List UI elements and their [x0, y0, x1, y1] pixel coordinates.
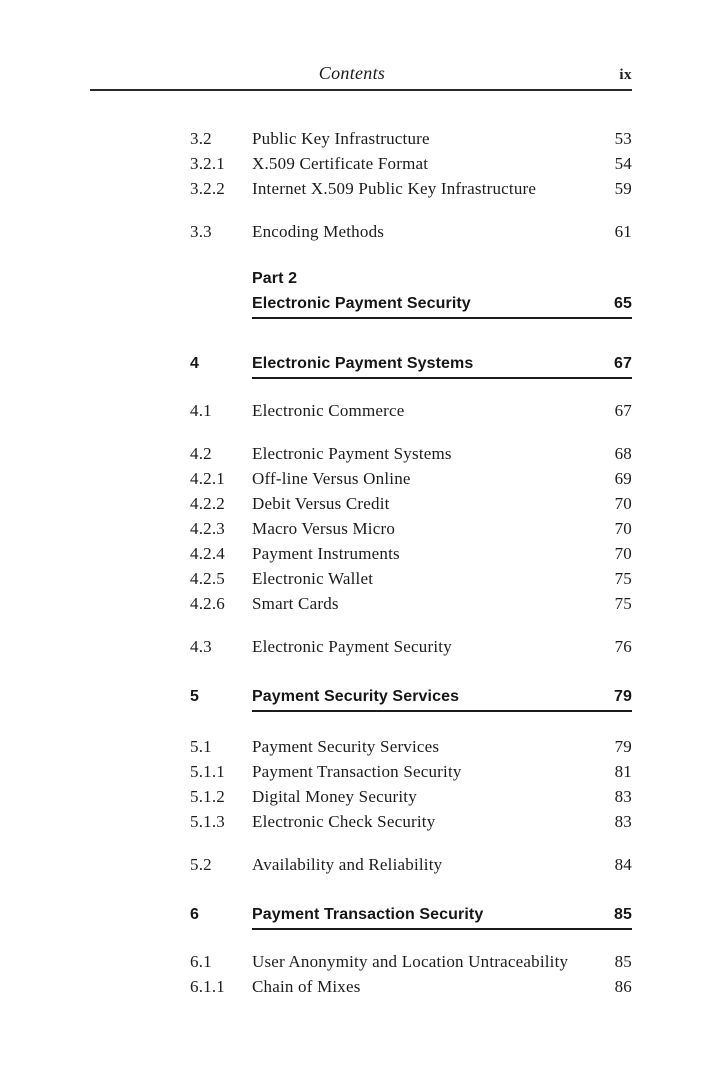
toc-entry-number: 5.1.3 — [190, 812, 225, 831]
toc-entry-page: 53 — [614, 129, 632, 148]
running-head-title: Contents — [318, 63, 386, 83]
toc-entry-page: 86 — [614, 977, 632, 996]
toc-entry-title: Debit Versus Credit — [252, 494, 390, 513]
toc-entry-body — [252, 591, 632, 616]
toc-row — [190, 398, 632, 423]
toc-row — [190, 491, 632, 516]
toc-entry-number: 4.2 — [190, 444, 212, 463]
toc-entry-page: 85 — [614, 952, 632, 971]
toc-entry-body — [252, 176, 632, 201]
toc-entry-number: 6.1.1 — [190, 977, 225, 996]
toc-entry-page: 75 — [614, 594, 632, 613]
toc-entry-title: Payment Security Services — [252, 688, 460, 705]
toc-entry-number: 4 — [190, 355, 199, 372]
toc-entry-body — [252, 491, 632, 516]
toc-entry-body — [252, 126, 632, 151]
toc-entry-body — [252, 266, 632, 291]
toc-entry-number: 5 — [190, 688, 199, 705]
toc-entry-body — [252, 351, 632, 376]
toc-entry-page: 83 — [614, 787, 632, 806]
toc-entry-title: Payment Transaction Security — [252, 906, 484, 923]
toc-entry-title: Electronic Payment Systems — [252, 355, 474, 372]
toc-entry-body — [252, 219, 632, 244]
toc-entry-page: 79 — [614, 737, 632, 756]
toc-entry-title: Macro Versus Micro — [252, 519, 396, 538]
toc-entry-body — [252, 291, 632, 316]
toc-entry-title: Chain of Mixes — [252, 977, 361, 996]
toc-entry-body — [252, 852, 632, 877]
toc-row — [190, 784, 632, 809]
toc-entry-number: 4.2.2 — [190, 494, 225, 513]
toc-entry-body — [252, 734, 632, 759]
toc-entry-page: 69 — [614, 469, 632, 488]
toc-entry-number: 5.1.2 — [190, 787, 225, 806]
toc-entry-number: 4.2.1 — [190, 469, 225, 488]
toc-entry-body — [252, 566, 632, 591]
toc-entry-title: Payment Instruments — [252, 544, 400, 563]
toc-entry-title: User Anonymity and Location Untraceability — [252, 952, 569, 971]
toc-row — [190, 516, 632, 541]
toc-entry-page: 68 — [614, 444, 632, 463]
toc-list — [190, 126, 632, 999]
toc-entry-body — [252, 516, 632, 541]
toc-entry-body — [252, 441, 632, 466]
toc-row — [190, 684, 632, 709]
toc-entry-page: 61 — [614, 222, 632, 241]
toc-row — [190, 902, 632, 927]
toc-entry-page: 54 — [614, 154, 632, 173]
toc-entry-page: 81 — [614, 762, 632, 781]
toc-entry-page: 65 — [614, 295, 632, 312]
toc-entry-page: 70 — [614, 494, 632, 513]
toc-entry-page: 83 — [614, 812, 632, 831]
toc-entry-number: 4.2.4 — [190, 544, 225, 563]
toc-entry-number: 4.2.3 — [190, 519, 225, 538]
toc-entry-title: Smart Cards — [252, 594, 339, 613]
toc-entry-body — [252, 634, 632, 659]
toc-entry-number: 3.3 — [190, 222, 212, 241]
toc-entry-body — [252, 151, 632, 176]
toc-row — [190, 291, 632, 316]
toc-entry-page: 85 — [614, 906, 632, 923]
toc-entry-page: 70 — [614, 544, 632, 563]
toc-entry-body — [252, 541, 632, 566]
toc-entry-title: Electronic Payment Systems — [252, 444, 452, 463]
toc-entry-title: Encoding Methods — [252, 222, 385, 241]
toc-entry-number — [190, 291, 252, 316]
toc-entry-page: 84 — [614, 855, 632, 874]
toc-row — [190, 734, 632, 759]
toc-entry-number: 5.2 — [190, 855, 212, 874]
toc-entry-number: 5.1.1 — [190, 762, 225, 781]
toc-entry-number: 4.2.6 — [190, 594, 225, 613]
toc-entry-body — [252, 684, 632, 709]
toc-row — [190, 266, 632, 291]
toc-row — [190, 759, 632, 784]
toc-entry-number: 4.3 — [190, 637, 212, 656]
toc-entry-title: Part 2 — [252, 270, 298, 287]
toc-entry-number: 5.1 — [190, 737, 212, 756]
toc-entry-title: Availability and Reliability — [252, 855, 443, 874]
toc-entry-page: 79 — [614, 688, 632, 705]
toc-row — [190, 151, 632, 176]
toc-entry-page: 75 — [614, 569, 632, 588]
toc-entry-page: 67 — [614, 401, 632, 420]
toc-entry-body — [252, 902, 632, 927]
toc-entry-title: Off-line Versus Online — [252, 469, 411, 488]
page-header — [90, 61, 632, 91]
toc-entry-body — [252, 784, 632, 809]
toc-entry-page: 67 — [614, 355, 632, 372]
toc-row — [190, 852, 632, 877]
page-number: ix — [619, 67, 632, 83]
toc-entry-title: Electronic Wallet — [252, 569, 374, 588]
toc-row — [190, 809, 632, 834]
toc-row — [190, 541, 632, 566]
toc-entry-body — [252, 974, 632, 999]
toc-row — [190, 219, 632, 244]
toc-entry-title: Digital Money Security — [252, 787, 417, 806]
toc-entry-title: Electronic Payment Security — [252, 637, 452, 656]
toc-entry-number: 4.2.5 — [190, 569, 225, 588]
toc-entry-page: 76 — [614, 637, 632, 656]
toc-row — [190, 591, 632, 616]
toc-entry-title: Electronic Check Security — [252, 812, 436, 831]
toc-row — [190, 351, 632, 376]
toc-entry-number: 4.1 — [190, 401, 212, 420]
toc-row — [190, 176, 632, 201]
toc-row — [190, 949, 632, 974]
toc-entry-title: Electronic Commerce — [252, 401, 405, 420]
toc-entry-number: 3.2.2 — [190, 179, 225, 198]
toc-row — [190, 441, 632, 466]
toc-entry-number: 3.2 — [190, 129, 212, 148]
toc-row — [190, 466, 632, 491]
toc-entry-body — [252, 759, 632, 784]
toc-entry-title: X.509 Certificate Format — [252, 154, 429, 173]
toc-entry-page: 59 — [614, 179, 632, 198]
toc-entry-title: Payment Security Services — [252, 737, 440, 756]
toc-entry-title: Payment Transaction Security — [252, 762, 462, 781]
toc-entry-body — [252, 809, 632, 834]
toc-row — [190, 566, 632, 591]
toc-entry-body — [252, 949, 632, 974]
toc-entry-title: Public Key Infrastructure — [252, 129, 430, 148]
toc-row — [190, 974, 632, 999]
toc-row — [190, 634, 632, 659]
toc-entry-number — [190, 266, 252, 291]
toc-entry-body — [252, 466, 632, 491]
toc-entry-title: Internet X.509 Public Key Infrastructure — [252, 179, 537, 198]
toc-entry-title: Electronic Payment Security — [252, 295, 471, 312]
toc-entry-page: 70 — [614, 519, 632, 538]
toc-entry-number: 6 — [190, 906, 199, 923]
toc-entry-number: 6.1 — [190, 952, 212, 971]
toc-row — [190, 126, 632, 151]
toc-entry-number: 3.2.1 — [190, 154, 225, 173]
toc-entry-body — [252, 398, 632, 423]
